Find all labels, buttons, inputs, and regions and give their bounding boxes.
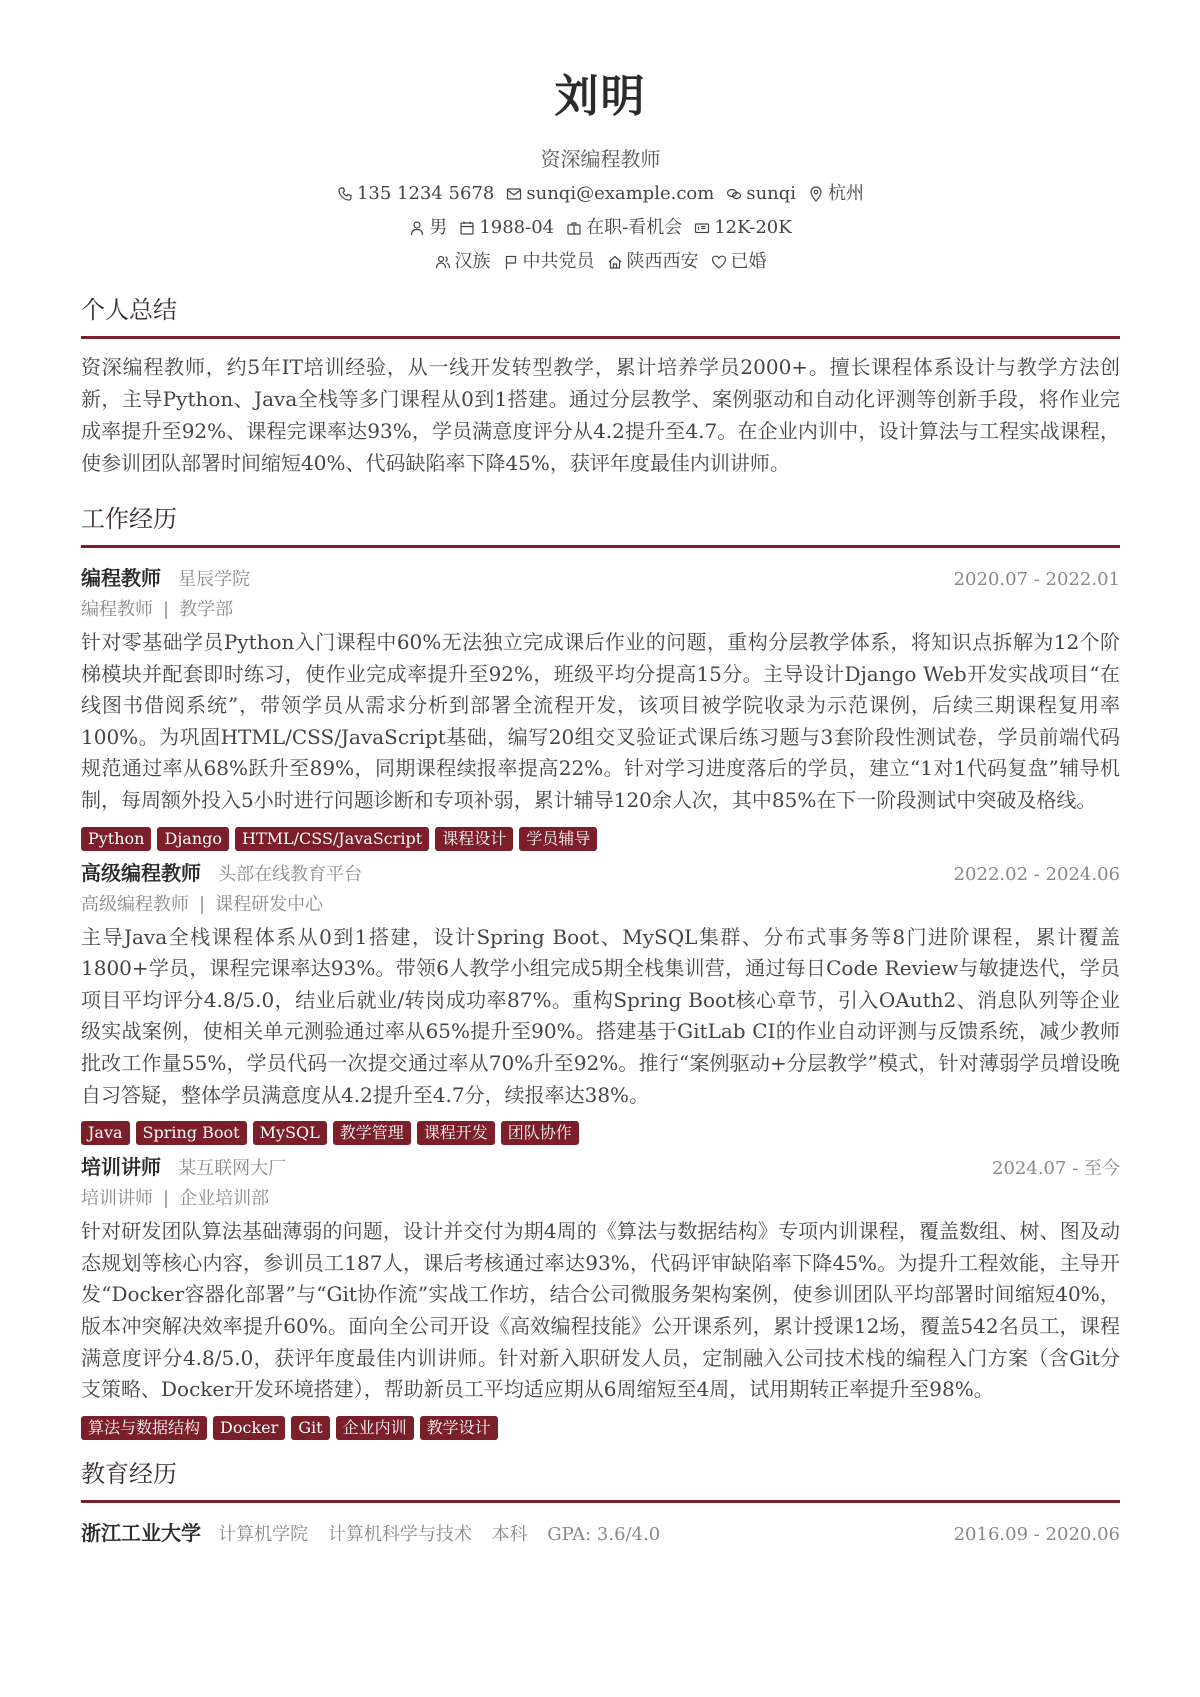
job-role: 编程教师 [81, 599, 153, 620]
education-date: 2016.09 - 2020.06 [953, 1523, 1120, 1545]
job-description: 针对零基础学员Python入门课程中60%无法独立完成课后作业的问题，重构分层教学体系，将知识点拆解为12个阶梯模块并配套即时练习，使作业完成率提升至92%，班级平均分提高15分。主导设计Django Web开发实战项目“在线图书借阅系统”，带领学员从需求分析到部署全流程开发，该项目被学院收录为示范课例，后续三期课程复用率100%。为巩固HTML/CSS/JavaScript基础，编写20组交叉验证式课后练习题与3套阶段性测试卷，学员前端代码规范通过率从68%跃升至89%，同期课程续报率提高22%。针对学习进度落后的学员，建立“1对1代码复盘”辅导机制，每周额外投入5小时进行问题诊断和专项补弱，累计辅导120余人次，其中85%在下一阶段测试中突破及格线。 [81, 630, 1120, 812]
summary-section [81, 294, 1120, 479]
wechat-icon [726, 186, 742, 202]
skill-tag: HTML/CSS/JavaScript [235, 827, 429, 851]
birth-text: 1988-04 [479, 217, 555, 238]
wechat-item [726, 182, 796, 206]
skill-tag: 教学设计 [420, 1416, 498, 1440]
skill-tag: Git [291, 1416, 329, 1440]
salary-item [694, 216, 791, 240]
summary-text: 资深编程教师，约5年IT培训经验，从一线开发转型教学，累计培养学员2000+。擅长课程体系设计与教学方法创新，主导Python、Java全栈等多门课程从0到1搭建。通过分层教学、案例驱动和自动化评测等创新手段，将作业完成率提升至92%、课程完课率达93%，学员满意度评分从4.2提升至4.7。在企业内训中，设计算法与工程实战课程，使参训团队部署时间缩短40%、代码缺陷率下降45%，获评年度最佳内训讲师。 [81, 355, 1120, 475]
birth-item [459, 216, 554, 240]
job-dept: 课程研发中心 [215, 893, 324, 915]
mail-icon [506, 186, 522, 202]
group-icon [435, 254, 451, 270]
job-role-line: 高级编程教师 | 课程研发中心 [81, 893, 324, 915]
job-entry [81, 562, 1120, 851]
skill-tag: 教学管理 [333, 1121, 411, 1145]
calendar-icon [459, 220, 475, 236]
contact-row [81, 182, 1120, 206]
phone-item [337, 182, 494, 206]
party-text: 中共党员 [522, 251, 595, 272]
job-description: 针对研发团队算法基础薄弱的问题，设计并交付为期4周的《算法与数据结构》专项内训课程，覆盖数组、树、图及动态规划等核心内容，参训员工187人，课后考核通过率达93%，代码评审缺陷率下降45%。为提升工程效能，主导开发“Docker容器化部署”与“Git协作流”实战工作坊，结合公司微服务架构案例，使参训团队平均部署时间缩短40%，版本冲突解决效率提升60%。面向全公司开设《高效编程技能》公开课系列，累计授课12场，覆盖542名员工，课程满意度评分4.8/5.0，获评年度最佳内训讲师。针对新入职研发人员，定制融入公司技术栈的编程入门方案（含Git分支策略、Docker开发环境搭建），帮助新员工平均适应期从6周缩短至4周，试用期转正率提升至98%。 [81, 1219, 1120, 1402]
skill-tag: Django [157, 827, 229, 851]
skill-tag: 团队协作 [501, 1121, 579, 1145]
job-role-line: 编程教师 | 教学部 [81, 599, 234, 620]
job-role-line: 培训讲师 | 企业培训部 [81, 1188, 270, 1210]
degree-level: 本科 [491, 1523, 528, 1545]
job-entry [81, 1151, 1120, 1440]
ethnicity-item [435, 250, 491, 274]
job-dept: 企业培训部 [179, 1188, 270, 1210]
college-name: 计算机学院 [218, 1523, 309, 1545]
skill-tag: Spring Boot [136, 1121, 247, 1145]
email-item [506, 182, 714, 206]
job-role: 高级编程教师 [81, 893, 189, 915]
resume-header [81, 68, 1120, 274]
gender-item [409, 216, 447, 240]
candidate-name: 刘明 [554, 71, 647, 122]
home-icon [607, 254, 623, 270]
education-meta [218, 1524, 660, 1545]
job-date: 2024.07 - 至今 [992, 1158, 1120, 1180]
heart-icon [711, 254, 727, 270]
location-text: 杭州 [828, 183, 865, 204]
status-text: 在职-看机会 [586, 217, 683, 238]
location-icon [808, 186, 824, 202]
job-title: 高级编程教师 [81, 860, 201, 885]
marital-item [711, 250, 767, 274]
job-company: 星辰学院 [178, 569, 251, 590]
skill-tag: 课程开发 [417, 1121, 495, 1145]
salary-icon [694, 220, 710, 236]
briefcase-icon [566, 220, 582, 236]
email-text: sunqi@example.com [526, 183, 715, 204]
job-tags [81, 827, 1120, 851]
job-company: 头部在线教育平台 [218, 863, 363, 885]
hometown-text: 陕西西安 [626, 251, 699, 272]
major-name: 计算机科学与技术 [327, 1523, 472, 1545]
skill-tag: 算法与数据结构 [81, 1416, 207, 1440]
work-section [81, 503, 1120, 1440]
candidate-title: 资深编程教师 [540, 147, 661, 171]
school-name: 浙江工业大学 [81, 1520, 201, 1545]
personal-row [81, 216, 1120, 240]
background-row [81, 250, 1120, 274]
job-company: 某互联网大厂 [178, 1158, 287, 1180]
job-title: 编程教师 [81, 566, 161, 590]
gpa-value: GPA: 3.6/4.0 [547, 1523, 661, 1545]
skill-tag: 课程设计 [435, 827, 513, 851]
person-icon [409, 220, 425, 236]
location-item [808, 182, 864, 206]
skill-tag: MySQL [253, 1121, 327, 1145]
phone-icon [337, 186, 353, 202]
salary-text: 12K-20K [714, 217, 792, 238]
job-tags [81, 1416, 1120, 1440]
section-title-summary: 个人总结 [81, 294, 1120, 339]
ethnicity-text: 汉族 [454, 251, 491, 272]
gender-text: 男 [429, 217, 448, 238]
skill-tag: Python [81, 827, 151, 851]
education-section [81, 1458, 1120, 1546]
skill-tag: Docker [213, 1416, 285, 1440]
education-entry [81, 1517, 1120, 1546]
job-title: 培训讲师 [81, 1155, 161, 1180]
flag-icon [503, 254, 519, 270]
party-item [503, 250, 595, 274]
phone-text: 135 1234 5678 [356, 183, 495, 204]
job-role: 培训讲师 [81, 1188, 153, 1210]
job-date: 2020.07 - 2022.01 [953, 569, 1120, 590]
job-description: 主导Java全栈课程体系从0到1搭建，设计Spring Boot、MySQL集群、分布式事务等8门进阶课程，累计覆盖1800+学员，课程完课率达93%。带领6人教学小组完成5期全栈集训营，通过每日Code Review与敏捷迭代，学员项目平均评分4.8/5.0，结业后就业/转岗成功率87%。重构Spring Boot核心章节，引入OAuth2、消息队列等企业级实战案例，使相关单元测验通过率从65%提升至90%。搭建基于GitLab CI的作业自动评测与反馈系统，减少教师批改工作量55%，学员代码一次提交通过率从70%升至92%。推行“案例驱动+分层教学”模式，针对薄弱学员增设晚自习答疑，整体学员满意度从4.2提升至4.7分，续报率达38%。 [81, 924, 1120, 1107]
job-date: 2022.02 - 2024.06 [953, 863, 1120, 885]
skill-tag: 学员辅导 [519, 827, 597, 851]
wechat-text: sunqi [746, 183, 797, 204]
section-title-work: 工作经历 [81, 503, 1120, 548]
marital-text: 已婚 [730, 251, 767, 272]
job-tags [81, 1121, 1120, 1145]
section-title-education: 教育经历 [81, 1458, 1120, 1503]
skill-tag: 企业内训 [336, 1416, 414, 1440]
job-dept: 教学部 [179, 599, 234, 620]
skill-tag: Java [81, 1121, 130, 1145]
hometown-item [607, 250, 699, 274]
status-item [566, 216, 682, 240]
job-entry [81, 857, 1120, 1146]
